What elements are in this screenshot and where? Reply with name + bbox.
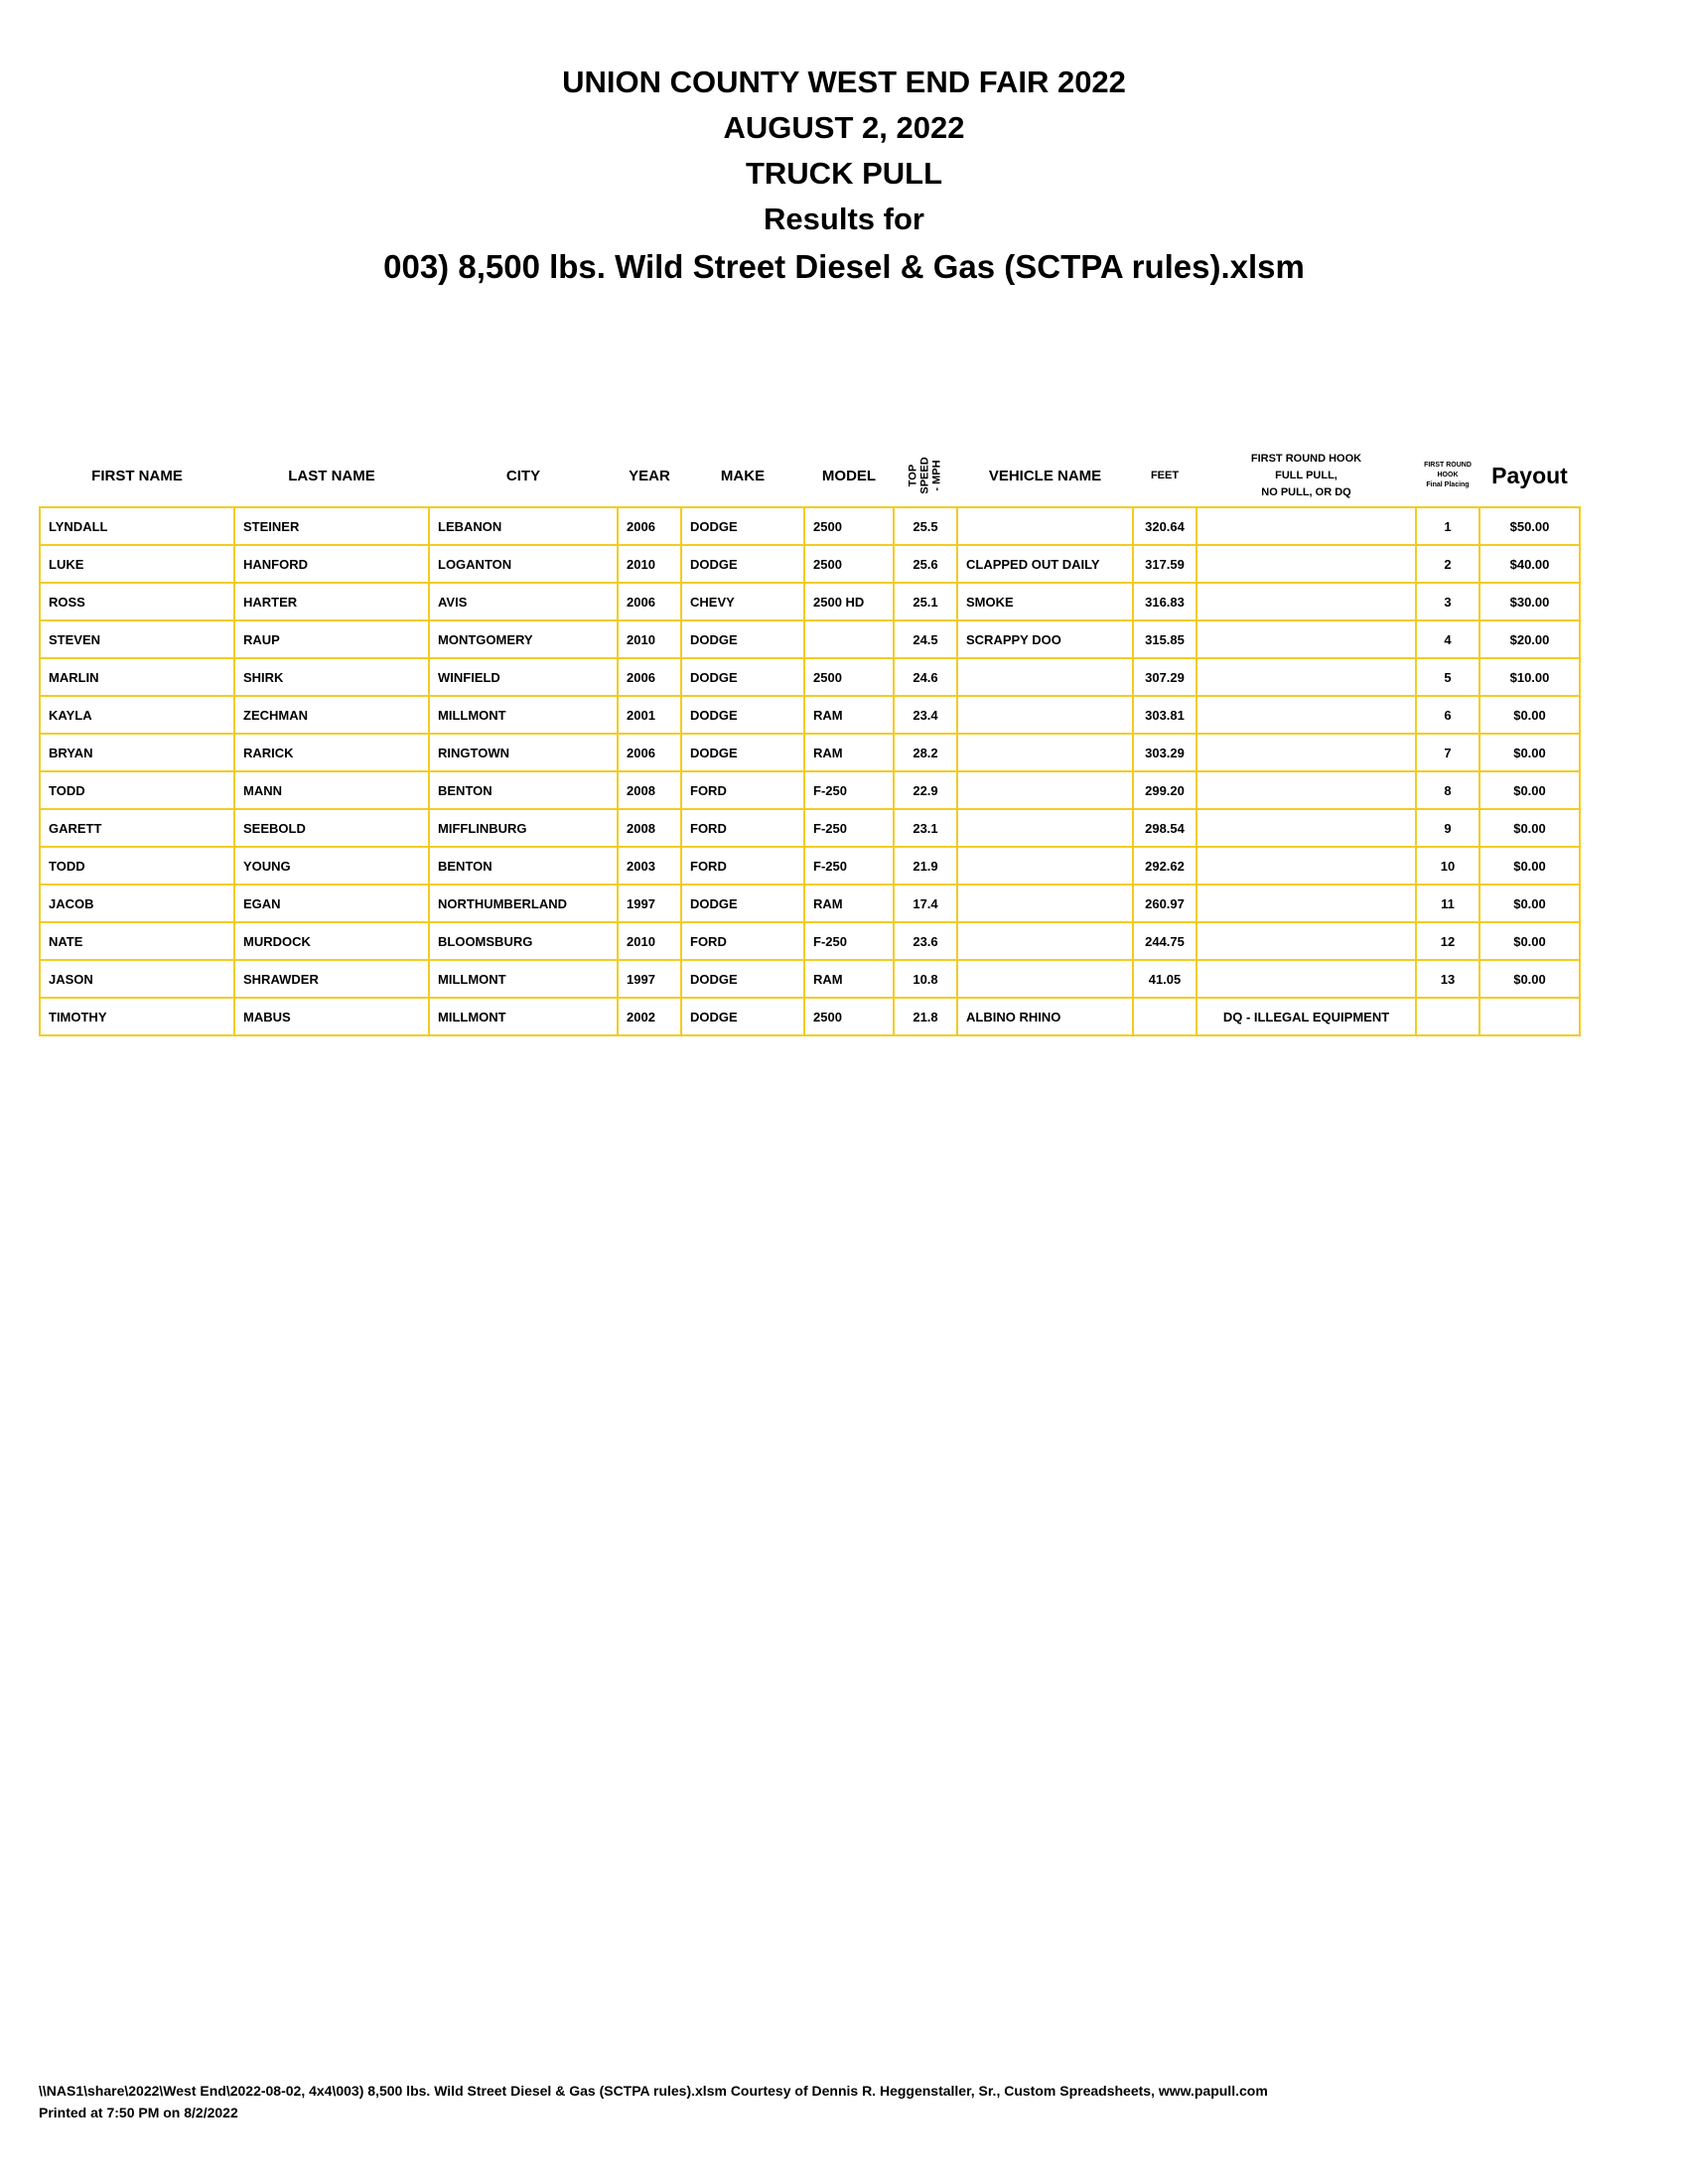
- cell-feet: 244.75: [1133, 922, 1196, 960]
- cell-first-round-hook: [1196, 960, 1416, 998]
- cell-city: BENTON: [429, 771, 618, 809]
- cell-vehicle-name: [957, 771, 1133, 809]
- cell-make: DODGE: [681, 658, 804, 696]
- cell-first-name: KAYLA: [40, 696, 234, 734]
- cell-first-name: TODD: [40, 847, 234, 885]
- cell-model: 2500: [804, 545, 894, 583]
- cell-payout: $50.00: [1479, 507, 1580, 545]
- cell-first-name: LUKE: [40, 545, 234, 583]
- cell-make: CHEVY: [681, 583, 804, 620]
- cell-vehicle-name: [957, 658, 1133, 696]
- cell-model: RAM: [804, 885, 894, 922]
- table-row: [40, 583, 1580, 620]
- cell-last-name: HARTER: [234, 583, 429, 620]
- cell-model: 2500: [804, 998, 894, 1035]
- cell-year: 1997: [618, 885, 681, 922]
- col-vehicle-name: VEHICLE NAME: [988, 467, 1102, 484]
- cell-model: RAM: [804, 734, 894, 771]
- cell-model: F-250: [804, 771, 894, 809]
- cell-top-speed: 25.6: [894, 545, 957, 583]
- cell-vehicle-name: [957, 734, 1133, 771]
- cell-first-name: JACOB: [40, 885, 234, 922]
- table-row: [40, 620, 1580, 658]
- col-feet: FEET: [1150, 469, 1180, 481]
- cell-model: [804, 620, 894, 658]
- cell-payout: $30.00: [1479, 583, 1580, 620]
- cell-make: DODGE: [681, 998, 804, 1035]
- cell-first-round-hook: [1196, 847, 1416, 885]
- cell-first-name: TIMOTHY: [40, 998, 234, 1035]
- cell-model: 2500: [804, 658, 894, 696]
- cell-model: RAM: [804, 960, 894, 998]
- cell-first-name: BRYAN: [40, 734, 234, 771]
- cell-year: 2002: [618, 998, 681, 1035]
- cell-payout: [1479, 998, 1580, 1035]
- cell-final-placing: 5: [1416, 658, 1479, 696]
- cell-top-speed: 25.1: [894, 583, 957, 620]
- cell-model: F-250: [804, 847, 894, 885]
- cell-city: BLOOMSBURG: [429, 922, 618, 960]
- cell-payout: $0.00: [1479, 771, 1580, 809]
- first-round-line-1: FIRST ROUND HOOK: [1250, 452, 1362, 465]
- cell-feet: 41.05: [1133, 960, 1196, 998]
- placing-line-2: HOOK: [1437, 472, 1459, 478]
- event-date: AUGUST 2, 2022: [723, 110, 965, 145]
- cell-payout: $0.00: [1479, 809, 1580, 847]
- cell-city: LEBANON: [429, 507, 618, 545]
- cell-year: 2006: [618, 583, 681, 620]
- cell-vehicle-name: ALBINO RHINO: [957, 998, 1133, 1035]
- cell-top-speed: 24.6: [894, 658, 957, 696]
- cell-year: 2003: [618, 847, 681, 885]
- cell-final-placing: 8: [1416, 771, 1479, 809]
- first-round-line-2: FULL PULL,: [1275, 469, 1337, 481]
- cell-make: DODGE: [681, 885, 804, 922]
- cell-year: 2008: [618, 771, 681, 809]
- cell-feet: 299.20: [1133, 771, 1196, 809]
- cell-top-speed: 25.5: [894, 507, 957, 545]
- table-row: [40, 658, 1580, 696]
- cell-make: DODGE: [681, 960, 804, 998]
- cell-model: F-250: [804, 922, 894, 960]
- col-payout: Payout: [1491, 462, 1568, 488]
- cell-model: F-250: [804, 809, 894, 847]
- results-body: [40, 507, 1580, 1035]
- report-title: [0, 60, 1688, 290]
- cell-vehicle-name: CLAPPED OUT DAILY: [957, 545, 1133, 583]
- cell-first-name: ROSS: [40, 583, 234, 620]
- cell-last-name: MURDOCK: [234, 922, 429, 960]
- cell-make: DODGE: [681, 696, 804, 734]
- cell-first-round-hook: [1196, 658, 1416, 696]
- cell-top-speed: 23.4: [894, 696, 957, 734]
- cell-first-name: JASON: [40, 960, 234, 998]
- cell-feet: 298.54: [1133, 809, 1196, 847]
- cell-last-name: SEEBOLD: [234, 809, 429, 847]
- cell-year: 2006: [618, 658, 681, 696]
- cell-first-name: STEVEN: [40, 620, 234, 658]
- cell-last-name: HANFORD: [234, 545, 429, 583]
- cell-city: BENTON: [429, 847, 618, 885]
- cell-payout: $0.00: [1479, 885, 1580, 922]
- cell-last-name: YOUNG: [234, 847, 429, 885]
- col-final-placing: [1416, 445, 1479, 507]
- cell-first-name: NATE: [40, 922, 234, 960]
- cell-vehicle-name: [957, 922, 1133, 960]
- cell-first-round-hook: [1196, 771, 1416, 809]
- col-first-round-hook: [1196, 445, 1416, 507]
- cell-year: 1997: [618, 960, 681, 998]
- footer-printed-at: Printed at 7:50 PM on 8/2/2022: [39, 2105, 238, 2120]
- table-row: [40, 507, 1580, 545]
- cell-city: MILLMONT: [429, 696, 618, 734]
- cell-last-name: ZECHMAN: [234, 696, 429, 734]
- cell-year: 2006: [618, 507, 681, 545]
- cell-last-name: EGAN: [234, 885, 429, 922]
- cell-top-speed: 21.8: [894, 998, 957, 1035]
- cell-feet: 316.83: [1133, 583, 1196, 620]
- class-file-name: 003) 8,500 lbs. Wild Street Diesel & Gas (SCTPA rules).xlsm: [383, 248, 1305, 285]
- table-row: [40, 960, 1580, 998]
- cell-first-round-hook: [1196, 922, 1416, 960]
- col-city: CITY: [505, 467, 541, 484]
- col-year: YEAR: [629, 467, 670, 484]
- cell-top-speed: 23.1: [894, 809, 957, 847]
- cell-feet: 320.64: [1133, 507, 1196, 545]
- cell-feet: 303.29: [1133, 734, 1196, 771]
- cell-year: 2010: [618, 545, 681, 583]
- cell-first-name: GARETT: [40, 809, 234, 847]
- cell-city: MILLMONT: [429, 960, 618, 998]
- cell-make: FORD: [681, 847, 804, 885]
- cell-make: FORD: [681, 771, 804, 809]
- cell-vehicle-name: [957, 960, 1133, 998]
- cell-vehicle-name: SMOKE: [957, 583, 1133, 620]
- cell-vehicle-name: [957, 809, 1133, 847]
- header-row: [40, 445, 1580, 507]
- cell-top-speed: 24.5: [894, 620, 957, 658]
- cell-final-placing: 7: [1416, 734, 1479, 771]
- placing-line-1: FIRST ROUND: [1424, 462, 1472, 469]
- table-row: [40, 696, 1580, 734]
- cell-feet: 315.85: [1133, 620, 1196, 658]
- top-speed-line-3: - MPH: [930, 459, 943, 491]
- cell-payout: $0.00: [1479, 960, 1580, 998]
- cell-make: DODGE: [681, 507, 804, 545]
- cell-city: AVIS: [429, 583, 618, 620]
- cell-make: DODGE: [681, 545, 804, 583]
- table-row: [40, 847, 1580, 885]
- page-footer: [39, 2080, 1268, 2123]
- table-row: [40, 885, 1580, 922]
- cell-first-round-hook: [1196, 734, 1416, 771]
- cell-final-placing: 6: [1416, 696, 1479, 734]
- cell-first-round-hook: [1196, 809, 1416, 847]
- cell-payout: $20.00: [1479, 620, 1580, 658]
- cell-vehicle-name: SCRAPPY DOO: [957, 620, 1133, 658]
- cell-feet: 292.62: [1133, 847, 1196, 885]
- col-top-speed: [894, 445, 957, 507]
- cell-feet: [1133, 998, 1196, 1035]
- cell-model: 2500 HD: [804, 583, 894, 620]
- cell-first-name: LYNDALL: [40, 507, 234, 545]
- cell-final-placing: 1: [1416, 507, 1479, 545]
- cell-first-round-hook: DQ - ILLEGAL EQUIPMENT: [1196, 998, 1416, 1035]
- cell-top-speed: 17.4: [894, 885, 957, 922]
- cell-city: WINFIELD: [429, 658, 618, 696]
- cell-year: 2006: [618, 734, 681, 771]
- cell-city: MILLMONT: [429, 998, 618, 1035]
- cell-city: MIFFLINBURG: [429, 809, 618, 847]
- footer-file-path: \\NAS1\share\2022\West End\2022-08-02, 4x4\003) 8,500 lbs. Wild Street Diesel & Gas (SCTPA rules).xlsm Courtesy of Dennis R. Heggenstaller, Sr., Custom Spreadsheets, www.papull.com: [39, 2083, 1268, 2099]
- cell-last-name: RAUP: [234, 620, 429, 658]
- cell-payout: $0.00: [1479, 922, 1580, 960]
- cell-payout: $0.00: [1479, 847, 1580, 885]
- cell-city: LOGANTON: [429, 545, 618, 583]
- cell-first-name: MARLIN: [40, 658, 234, 696]
- cell-last-name: SHIRK: [234, 658, 429, 696]
- cell-city: MONTGOMERY: [429, 620, 618, 658]
- cell-payout: $0.00: [1479, 696, 1580, 734]
- cell-payout: $10.00: [1479, 658, 1580, 696]
- cell-make: DODGE: [681, 620, 804, 658]
- cell-model: RAM: [804, 696, 894, 734]
- cell-make: FORD: [681, 809, 804, 847]
- cell-feet: 307.29: [1133, 658, 1196, 696]
- table-row: [40, 809, 1580, 847]
- cell-final-placing: 2: [1416, 545, 1479, 583]
- cell-final-placing: 9: [1416, 809, 1479, 847]
- cell-first-round-hook: [1196, 620, 1416, 658]
- table-row: [40, 734, 1580, 771]
- cell-year: 2010: [618, 922, 681, 960]
- cell-year: 2001: [618, 696, 681, 734]
- cell-last-name: SHRAWDER: [234, 960, 429, 998]
- first-round-line-3: NO PULL, OR DQ: [1261, 485, 1351, 498]
- top-speed-line-2: SPEED: [918, 456, 931, 494]
- cell-top-speed: 28.2: [894, 734, 957, 771]
- cell-feet: 260.97: [1133, 885, 1196, 922]
- cell-model: 2500: [804, 507, 894, 545]
- cell-vehicle-name: [957, 507, 1133, 545]
- col-model: MODEL: [821, 467, 877, 484]
- cell-top-speed: 23.6: [894, 922, 957, 960]
- cell-first-round-hook: [1196, 507, 1416, 545]
- cell-last-name: RARICK: [234, 734, 429, 771]
- placing-line-3: Final Placing: [1426, 481, 1470, 488]
- cell-final-placing: 3: [1416, 583, 1479, 620]
- results-table: [39, 445, 1581, 1036]
- table-row: [40, 998, 1580, 1035]
- cell-make: FORD: [681, 922, 804, 960]
- col-first-name: FIRST NAME: [91, 467, 183, 484]
- cell-first-round-hook: [1196, 583, 1416, 620]
- top-speed-line-1: TOP: [907, 464, 919, 486]
- cell-vehicle-name: [957, 696, 1133, 734]
- cell-first-round-hook: [1196, 696, 1416, 734]
- cell-first-round-hook: [1196, 885, 1416, 922]
- cell-top-speed: 10.8: [894, 960, 957, 998]
- cell-final-placing: 13: [1416, 960, 1479, 998]
- cell-top-speed: 22.9: [894, 771, 957, 809]
- cell-make: DODGE: [681, 734, 804, 771]
- cell-payout: $40.00: [1479, 545, 1580, 583]
- cell-city: NORTHUMBERLAND: [429, 885, 618, 922]
- cell-final-placing: 11: [1416, 885, 1479, 922]
- cell-year: 2010: [618, 620, 681, 658]
- cell-payout: $0.00: [1479, 734, 1580, 771]
- table-row: [40, 922, 1580, 960]
- col-make: MAKE: [720, 467, 766, 484]
- event-name: TRUCK PULL: [745, 156, 943, 191]
- cell-first-round-hook: [1196, 545, 1416, 583]
- table-row: [40, 545, 1580, 583]
- cell-last-name: MANN: [234, 771, 429, 809]
- cell-first-name: TODD: [40, 771, 234, 809]
- cell-year: 2008: [618, 809, 681, 847]
- cell-vehicle-name: [957, 847, 1133, 885]
- col-last-name: LAST NAME: [288, 467, 375, 484]
- cell-final-placing: 4: [1416, 620, 1479, 658]
- cell-city: RINGTOWN: [429, 734, 618, 771]
- cell-vehicle-name: [957, 885, 1133, 922]
- cell-feet: 303.81: [1133, 696, 1196, 734]
- fair-title: UNION COUNTY WEST END FAIR 2022: [562, 65, 1126, 99]
- cell-final-placing: [1416, 998, 1479, 1035]
- cell-last-name: MABUS: [234, 998, 429, 1035]
- results-for-label: Results for: [764, 202, 924, 236]
- cell-top-speed: 21.9: [894, 847, 957, 885]
- cell-final-placing: 12: [1416, 922, 1479, 960]
- cell-feet: 317.59: [1133, 545, 1196, 583]
- cell-final-placing: 10: [1416, 847, 1479, 885]
- cell-last-name: STEINER: [234, 507, 429, 545]
- table-row: [40, 771, 1580, 809]
